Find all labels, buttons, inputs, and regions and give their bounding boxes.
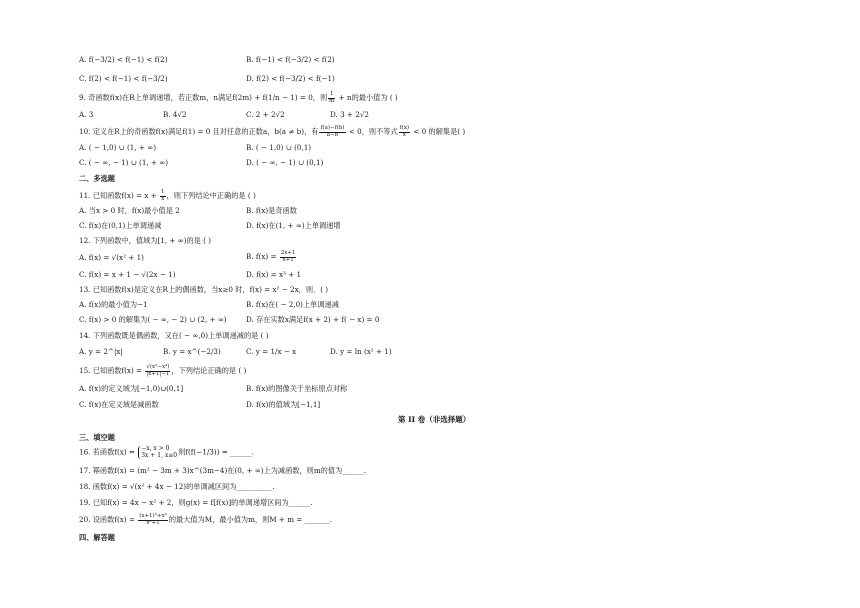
q9-option-c: C. 2 + 2√2 [246, 110, 285, 119]
q17-stem: 17. 幂函数f(x) = (m² − 3m + 3)x^(3m−4)在(0, + ∞)上为减函数，则m的值为______. [79, 466, 367, 475]
section-fill-in: 三、填空题 [79, 433, 115, 442]
q20-fraction-num: (x+1)²+x³ [139, 513, 167, 519]
q10-stem-part-a: 10. 定义在R上的奇函数f(x)满足f(1) = 0 且对任意的正数a，b(a ≠ b)，有 [79, 127, 319, 136]
q12-stem: 12. 下列函数中，值域为[1, + ∞)的是 ( ) [79, 236, 212, 245]
q10-fraction-2-den: x [402, 131, 406, 138]
q16-piecewise [138, 446, 177, 459]
q10-fraction-1 [319, 126, 345, 138]
q19-stem: 19. 已知f(x) = 4x − x² + 2，则g(x) = f[f(x)]的单调递增区间为______. [79, 498, 313, 507]
q15-option-a: A. f(x)的定义域为[−1,0)∪(0,1] [79, 384, 184, 393]
q14-option-b: B. y = x^(−2/3) [163, 347, 221, 356]
q10-option-a: A. ( − 1,0) ∪ (1, + ∞) [79, 143, 157, 152]
q13-option-a: A. f(x)的最小值为−1 [79, 300, 148, 309]
q16-stem [79, 446, 254, 459]
q9-fraction [328, 92, 335, 104]
q14-option-a: A. y = 2^|x| [79, 347, 123, 356]
q20-fraction-den: x²+1 [146, 519, 160, 526]
q20-stem-part-a: 20. 设函数f(x) = [79, 515, 138, 524]
q9-stem-part-a: 9. 奇函数f(x)在R上单调递增，若正数m，n满足f(2m) + f(1/n − 1) = 0，则 [79, 93, 328, 102]
q12-option-b-fraction [280, 251, 297, 263]
q15-stem [79, 365, 246, 377]
q10-option-b: B. ( − 1,0) ∪ (0,1) [246, 143, 312, 152]
q11-stem [79, 190, 256, 202]
q15-stem-part-a: 15. 已知函数f(x) = [79, 366, 145, 375]
q13-option-c: C. f(x) > 0 的解集为( − ∞, − 2) ∪ (2, + ∞) [79, 315, 227, 324]
q11-stem-part-a: 11. 已知函数f(x) = x + [79, 191, 160, 200]
section-solutions: 四、解答题 [79, 533, 115, 542]
q20-stem [79, 514, 332, 526]
q13-option-d: D. 存在实数x满足f(x + 2) + f( − x) = 0 [246, 315, 380, 324]
q10-stem-part-c: < 0 的解集是( ) [411, 127, 466, 136]
q11-option-b: B. f(x)是奇函数 [246, 206, 297, 215]
q14-option-c: C. y = 1/x − x [246, 347, 297, 356]
q15-option-c: C. f(x)在定义域是减函数 [79, 400, 159, 409]
q11-option-a: A. 当x > 0 时，f(x)最小值是 2 [79, 206, 180, 215]
q12-option-d: D. f(x) = x³ + 1 [246, 270, 302, 279]
q10-stem-part-b: < 0，则不等式 [346, 127, 398, 136]
q12-option-b-den: x+1 [282, 256, 294, 263]
q9-option-a: A. 3 [79, 110, 94, 119]
q9-option-b: B. 4√2 [163, 110, 187, 119]
q16-piece-2: 3x + 1, x≤0 [141, 451, 178, 459]
q10-fraction-1-den: a−b [326, 131, 339, 138]
q13-option-b: B. f(x)在( − 2,0)上单调递减 [246, 300, 339, 309]
q10-option-d: D. ( − ∞, − 1) ∪ (0,1) [246, 158, 324, 167]
q10-option-c: C. ( − ∞, − 1) ∪ (1, + ∞) [79, 158, 169, 167]
q14-stem: 14. 下列函数既是偶函数，又在( − ∞,0)上单调递减的是 ( ) [79, 331, 269, 340]
q8-option-a: A. f(−3/2) < f(−1) < f(2) [79, 55, 168, 64]
q14-option-d: D. y = ln (x² + 1) [330, 347, 392, 356]
q9-fraction-den: m [329, 97, 335, 104]
section-multiple-choice: 二、多选题 [79, 174, 115, 183]
q11-option-c: C. f(x)在(0,1)上单调递减 [79, 221, 162, 230]
q8-option-d: D. f(2) < f(−3/2) < f(−1) [246, 74, 335, 83]
q10-fraction-1-num: f(a)−f(b) [320, 125, 345, 131]
q9-fraction-num: 1 [330, 91, 334, 97]
q12-option-b-num: 2x+1 [280, 250, 296, 256]
q15-fraction-den: |x+1|−1 [146, 370, 170, 377]
q15-fraction-num: √(x²−x⁴) [146, 364, 170, 370]
q15-fraction [145, 365, 170, 377]
q8-option-b: B. f(−1) < f(−3/2) < f(2) [246, 55, 335, 64]
q9-option-d: D. 3 + 2√2 [330, 110, 369, 119]
q8-option-c: C. f(2) < f(−1) < f(−3/2) [79, 74, 168, 83]
q13-stem: 13. 已知函数f(x)是定义在R上的偶函数，当x≥0 时，f(x) = x² − 2x，则．( ) [79, 285, 329, 294]
q11-fraction [160, 190, 166, 202]
q11-option-d: D. f(x)在(1, + ∞)上单调递增 [246, 221, 341, 230]
q10-fraction-2 [399, 126, 410, 138]
q12-option-b-prefix: B. f(x) = [246, 252, 279, 261]
q12-option-c: C. f(x) = x + 1 − √(2x − 1) [79, 270, 176, 279]
q11-fraction-den: x [161, 195, 165, 202]
q10-stem [79, 126, 465, 138]
q9-stem-part-b: + n的最小值为 ( ) [336, 93, 398, 102]
q18-stem: 18. 函数f(x) = √(x² + 4x − 12)的单调减区间为__________. [79, 482, 275, 491]
q12-option-b [246, 251, 297, 263]
q10-fraction-2-num: f(x) [399, 125, 410, 131]
q16-piece-1: −x, x > 0 [141, 445, 170, 452]
q11-fraction-num: 1 [161, 189, 165, 195]
q9-stem [79, 92, 398, 104]
q15-option-d: D. f(x)的值域为[−1,1] [246, 400, 321, 409]
q20-stem-part-b: 的最大值为M，最小值为m，则M + m = _______. [168, 515, 333, 524]
part-two-title: 第 II 卷（非选择题） [398, 415, 471, 424]
q16-stem-part-a: 16. 若函数f(x) = [79, 447, 138, 457]
q12-option-a: A. f(x) = √(x² + 1) [79, 253, 144, 262]
q20-fraction [138, 514, 168, 526]
q15-stem-part-b: ，下列结论正确的是 ( ) [171, 366, 247, 375]
q15-option-b: B. f(x)的图像关于坐标原点对称 [246, 384, 348, 393]
q16-stem-part-b: 则f(f(−1/3)) = ______. [178, 447, 254, 457]
q11-stem-part-b: ，则下列结论中正确的是 ( ) [166, 191, 256, 200]
